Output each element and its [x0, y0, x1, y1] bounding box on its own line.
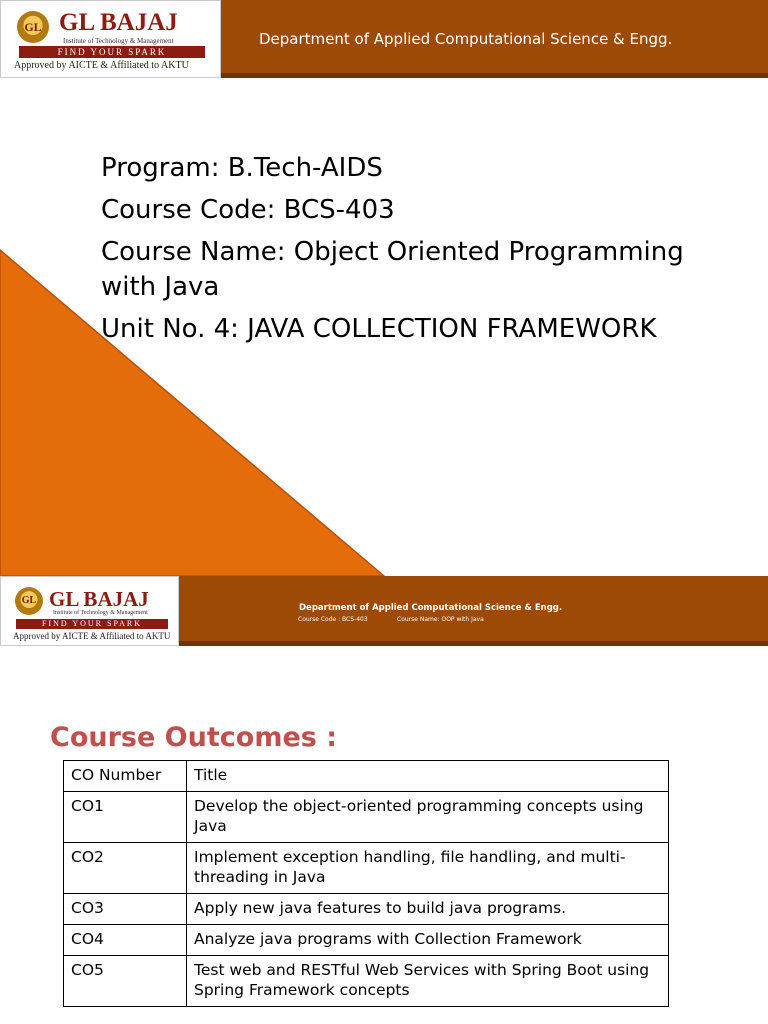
- unit-line: Unit No. 4: JAVA COLLECTION FRAMEWORK: [101, 314, 657, 344]
- header-bar: [0, 576, 768, 646]
- logo-approval: Approved by AICTE & Affiliated to AKTU: [13, 631, 171, 641]
- course-outcomes-table: [63, 760, 669, 1007]
- co-number-cell: CO1: [64, 792, 187, 843]
- header-bar: [0, 0, 768, 78]
- co-number-cell: CO2: [64, 843, 187, 894]
- header-course-code: Course Code : BCS-403: [298, 616, 368, 623]
- department-title: Department of Applied Computational Science & Engg.: [299, 603, 563, 613]
- logo-name: GL BAJAJ: [49, 587, 149, 611]
- co-title-cell: Test web and RESTful Web Services with Spring Boot using Spring Framework concepts: [187, 956, 669, 1007]
- college-emblem-icon: GL: [17, 11, 49, 43]
- co-title-cell: Develop the object-oriented programming concepts using Java: [187, 792, 669, 843]
- logo-subtitle: Institute of Technology & Management: [63, 37, 174, 45]
- course-code-line: Course Code: BCS-403: [101, 195, 395, 225]
- co-number-cell: CO3: [64, 894, 187, 925]
- logo-subtitle: Institute of Technology & Management: [53, 610, 148, 616]
- co-number-cell: CO5: [64, 956, 187, 1007]
- course-name-line-2: with Java: [101, 272, 220, 302]
- logo-tagline: FIND YOUR SPARK: [19, 46, 205, 58]
- college-logo: [0, 576, 179, 646]
- table-row: [64, 792, 669, 843]
- table-header-row: [64, 761, 669, 792]
- table-row: [64, 925, 669, 956]
- co-title-cell: Analyze java programs with Collection Framework: [187, 925, 669, 956]
- course-outcomes-title: Course Outcomes :: [50, 722, 338, 753]
- co-title-cell: Apply new java features to build java programs.: [187, 894, 669, 925]
- table-row: [64, 956, 669, 1007]
- course-outcomes-slide: [0, 576, 768, 1024]
- college-logo: [0, 0, 221, 78]
- header-title: Title: [187, 761, 669, 792]
- logo-name: GL BAJAJ: [59, 9, 178, 36]
- logo-approval: Approved by AICTE & Affiliated to AKTU: [14, 60, 189, 71]
- table-row: [64, 894, 669, 925]
- department-title: Department of Applied Computational Science & Engg.: [259, 30, 673, 48]
- header-co-number: CO Number: [64, 761, 187, 792]
- college-emblem-icon: GL: [15, 587, 43, 615]
- co-title-cell: Implement exception handling, file handling, and multi-threading in Java: [187, 843, 669, 894]
- co-number-cell: CO4: [64, 925, 187, 956]
- course-name-line-1: Course Name: Object Oriented Programming: [101, 237, 684, 267]
- program-line: Program: B.Tech-AIDS: [101, 153, 383, 183]
- header-course-name: Course Name: OOP with Java: [397, 616, 484, 623]
- table-row: [64, 843, 669, 894]
- logo-tagline: FIND YOUR SPARK: [16, 619, 168, 629]
